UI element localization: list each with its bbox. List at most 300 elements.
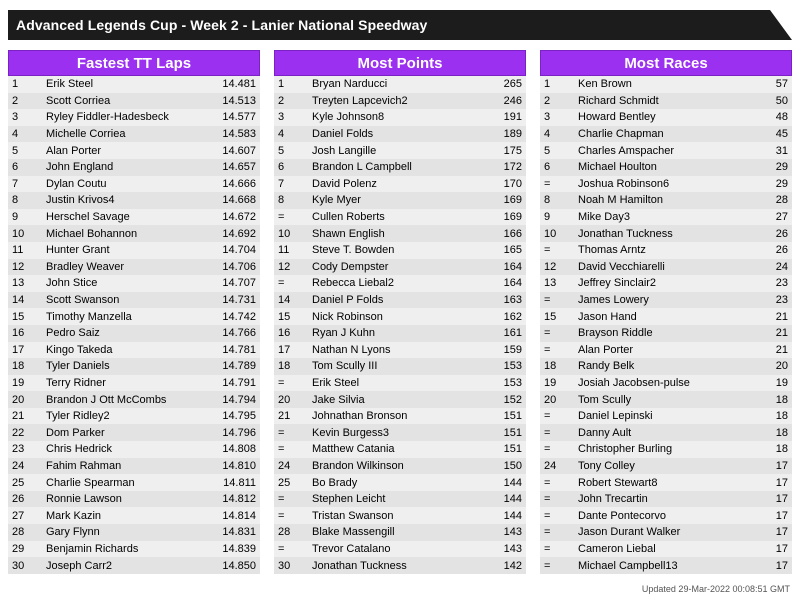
standings-table-most-races — [540, 76, 792, 574]
row-position: = — [540, 441, 574, 458]
row-driver-name: Tristan Swanson — [308, 507, 472, 524]
row-position: = — [540, 424, 574, 441]
standings-columns — [8, 50, 792, 574]
row-driver-name: Herschel Savage — [42, 209, 206, 226]
table-row — [540, 292, 792, 309]
row-driver-name: Danny Ault — [574, 424, 738, 441]
table-row — [274, 358, 526, 375]
row-driver-name: Erik Steel — [42, 76, 206, 93]
table-row — [540, 159, 792, 176]
row-position: 8 — [8, 192, 42, 209]
table-row — [274, 209, 526, 226]
row-driver-name: Blake Massengill — [308, 524, 472, 541]
row-driver-name: Josiah Jacobsen-pulse — [574, 375, 738, 392]
row-value: 163 — [472, 292, 526, 309]
column-header: Fastest TT Laps — [8, 50, 260, 76]
row-value: 26 — [738, 242, 792, 259]
row-position: 3 — [540, 109, 574, 126]
row-value: 17 — [738, 458, 792, 475]
row-driver-name: Rebecca Liebal2 — [308, 275, 472, 292]
row-value: 14.668 — [206, 192, 260, 209]
row-position: = — [274, 375, 308, 392]
table-row — [274, 176, 526, 193]
table-row — [540, 325, 792, 342]
table-row — [8, 375, 260, 392]
row-value: 23 — [738, 292, 792, 309]
row-position: 7 — [274, 176, 308, 193]
row-driver-name: Tyler Daniels — [42, 358, 206, 375]
row-position: 4 — [540, 126, 574, 143]
row-value: 162 — [472, 308, 526, 325]
row-value: 14.812 — [206, 491, 260, 508]
row-value: 14.513 — [206, 93, 260, 110]
table-row — [274, 275, 526, 292]
row-position: 22 — [8, 424, 42, 441]
row-driver-name: Ryan J Kuhn — [308, 325, 472, 342]
row-driver-name: Scott Swanson — [42, 292, 206, 309]
row-value: 14.666 — [206, 176, 260, 193]
table-row — [540, 192, 792, 209]
table-row — [274, 109, 526, 126]
row-driver-name: Mark Kazin — [42, 507, 206, 524]
row-value: 153 — [472, 358, 526, 375]
row-position: 30 — [8, 557, 42, 574]
row-value: 164 — [472, 275, 526, 292]
table-row — [274, 458, 526, 475]
row-value: 14.794 — [206, 391, 260, 408]
table-row — [8, 242, 260, 259]
row-position: 20 — [8, 391, 42, 408]
table-row — [540, 109, 792, 126]
row-driver-name: Alan Porter — [42, 142, 206, 159]
row-driver-name: Nathan N Lyons — [308, 342, 472, 359]
table-row — [274, 424, 526, 441]
row-position: 28 — [8, 524, 42, 541]
row-driver-name: Kingo Takeda — [42, 342, 206, 359]
table-row — [8, 176, 260, 193]
row-position: 15 — [540, 308, 574, 325]
table-row — [274, 541, 526, 558]
row-position: 21 — [8, 408, 42, 425]
table-row — [8, 391, 260, 408]
row-driver-name: Jonathan Tuckness — [574, 225, 738, 242]
table-row — [8, 557, 260, 574]
row-driver-name: Cullen Roberts — [308, 209, 472, 226]
row-driver-name: Charles Amspacher — [574, 142, 738, 159]
table-row — [8, 358, 260, 375]
row-value: 45 — [738, 126, 792, 143]
row-value: 14.657 — [206, 159, 260, 176]
row-value: 57 — [738, 76, 792, 93]
row-value: 48 — [738, 109, 792, 126]
row-value: 14.707 — [206, 275, 260, 292]
row-driver-name: Tom Scully III — [308, 358, 472, 375]
table-row — [274, 524, 526, 541]
table-row — [274, 408, 526, 425]
row-value: 14.839 — [206, 541, 260, 558]
row-driver-name: Bryan Narducci — [308, 76, 472, 93]
standings-table-fastest-tt-laps — [8, 76, 260, 574]
row-value: 143 — [472, 541, 526, 558]
row-position: 14 — [274, 292, 308, 309]
row-driver-name: Christopher Burling — [574, 441, 738, 458]
row-driver-name: Richard Schmidt — [574, 93, 738, 110]
row-value: 19 — [738, 375, 792, 392]
table-row — [8, 541, 260, 558]
row-driver-name: Fahim Rahman — [42, 458, 206, 475]
row-value: 23 — [738, 275, 792, 292]
table-row — [540, 491, 792, 508]
table-row — [274, 441, 526, 458]
table-row — [540, 524, 792, 541]
table-row — [8, 159, 260, 176]
row-driver-name: Thomas Arntz — [574, 242, 738, 259]
row-value: 18 — [738, 424, 792, 441]
row-driver-name: Gary Flynn — [42, 524, 206, 541]
row-position: 1 — [274, 76, 308, 93]
row-position: 11 — [274, 242, 308, 259]
row-position: 9 — [540, 209, 574, 226]
row-position: 20 — [540, 391, 574, 408]
table-row — [540, 458, 792, 475]
row-driver-name: Brandon J Ott McCombs — [42, 391, 206, 408]
row-driver-name: Nick Robinson — [308, 308, 472, 325]
table-row — [8, 209, 260, 226]
standings-table-most-points — [274, 76, 526, 574]
row-position: = — [540, 292, 574, 309]
row-position: 10 — [540, 225, 574, 242]
row-position: = — [540, 524, 574, 541]
row-value: 246 — [472, 93, 526, 110]
row-value: 14.810 — [206, 458, 260, 475]
row-value: 150 — [472, 458, 526, 475]
row-driver-name: Dylan Coutu — [42, 176, 206, 193]
row-driver-name: Jonathan Tuckness — [308, 557, 472, 574]
table-row — [8, 259, 260, 276]
row-value: 14.481 — [206, 76, 260, 93]
row-driver-name: Noah M Hamilton — [574, 192, 738, 209]
row-driver-name: Alan Porter — [574, 342, 738, 359]
row-position: 1 — [540, 76, 574, 93]
table-row — [274, 507, 526, 524]
row-value: 151 — [472, 424, 526, 441]
table-body — [274, 76, 526, 574]
table-row — [274, 126, 526, 143]
row-position: 4 — [274, 126, 308, 143]
row-driver-name: Johnathan Bronson — [308, 408, 472, 425]
row-position: 8 — [540, 192, 574, 209]
row-value: 14.583 — [206, 126, 260, 143]
row-position: 10 — [8, 225, 42, 242]
row-driver-name: John Trecartin — [574, 491, 738, 508]
table-row — [8, 524, 260, 541]
table-row — [274, 76, 526, 93]
row-driver-name: Dante Pontecorvo — [574, 507, 738, 524]
row-value: 26 — [738, 225, 792, 242]
row-value: 189 — [472, 126, 526, 143]
row-position: = — [540, 474, 574, 491]
row-driver-name: Shawn English — [308, 225, 472, 242]
row-position: = — [274, 541, 308, 558]
row-driver-name: Bo Brady — [308, 474, 472, 491]
row-value: 144 — [472, 507, 526, 524]
row-position: 30 — [274, 557, 308, 574]
column-header: Most Races — [540, 50, 792, 76]
row-driver-name: Howard Bentley — [574, 109, 738, 126]
row-driver-name: Michelle Corriea — [42, 126, 206, 143]
row-value: 31 — [738, 142, 792, 159]
row-position: 1 — [8, 76, 42, 93]
row-position: = — [540, 557, 574, 574]
row-position: = — [540, 541, 574, 558]
row-position: 29 — [8, 541, 42, 558]
table-row — [540, 541, 792, 558]
table-row — [274, 474, 526, 491]
row-driver-name: Benjamin Richards — [42, 541, 206, 558]
row-value: 151 — [472, 441, 526, 458]
table-row — [8, 458, 260, 475]
table-row — [8, 441, 260, 458]
row-value: 17 — [738, 491, 792, 508]
row-value: 191 — [472, 109, 526, 126]
row-driver-name: Jason Durant Walker — [574, 524, 738, 541]
row-value: 175 — [472, 142, 526, 159]
row-value: 14.704 — [206, 242, 260, 259]
row-position: 6 — [540, 159, 574, 176]
row-position: 25 — [8, 474, 42, 491]
row-position: 10 — [274, 225, 308, 242]
row-value: 14.672 — [206, 209, 260, 226]
row-position: 15 — [8, 308, 42, 325]
table-row — [540, 126, 792, 143]
row-value: 144 — [472, 474, 526, 491]
row-position: = — [274, 209, 308, 226]
row-driver-name: John Stice — [42, 275, 206, 292]
row-value: 14.795 — [206, 408, 260, 425]
row-value: 164 — [472, 259, 526, 276]
row-value: 14.831 — [206, 524, 260, 541]
table-row — [540, 76, 792, 93]
row-position: 7 — [8, 176, 42, 193]
table-row — [274, 93, 526, 110]
row-position: 2 — [540, 93, 574, 110]
row-driver-name: Randy Belk — [574, 358, 738, 375]
table-row — [274, 292, 526, 309]
row-value: 142 — [472, 557, 526, 574]
row-position: 5 — [8, 142, 42, 159]
row-driver-name: Tyler Ridley2 — [42, 408, 206, 425]
row-value: 265 — [472, 76, 526, 93]
row-position: = — [274, 507, 308, 524]
row-driver-name: Daniel Folds — [308, 126, 472, 143]
row-value: 166 — [472, 225, 526, 242]
row-position: = — [540, 507, 574, 524]
row-position: 18 — [274, 358, 308, 375]
row-driver-name: Joshua Robinson6 — [574, 176, 738, 193]
row-driver-name: David Vecchiarelli — [574, 259, 738, 276]
row-value: 151 — [472, 408, 526, 425]
row-position: 6 — [8, 159, 42, 176]
row-position: 20 — [274, 391, 308, 408]
row-value: 14.808 — [206, 441, 260, 458]
title-banner — [8, 10, 792, 40]
table-row — [540, 391, 792, 408]
row-position: 13 — [8, 275, 42, 292]
row-driver-name: David Polenz — [308, 176, 472, 193]
row-position: 18 — [540, 358, 574, 375]
row-driver-name: Daniel Lepinski — [574, 408, 738, 425]
table-row — [540, 474, 792, 491]
table-row — [8, 225, 260, 242]
row-value: 161 — [472, 325, 526, 342]
row-position: 27 — [8, 507, 42, 524]
table-row — [540, 308, 792, 325]
row-value: 143 — [472, 524, 526, 541]
row-driver-name: Tom Scully — [574, 391, 738, 408]
table-row — [274, 225, 526, 242]
table-row — [540, 259, 792, 276]
row-position: = — [540, 325, 574, 342]
row-value: 14.781 — [206, 342, 260, 359]
table-row — [274, 342, 526, 359]
row-position: 18 — [8, 358, 42, 375]
table-row — [540, 142, 792, 159]
table-row — [8, 109, 260, 126]
table-row — [8, 142, 260, 159]
table-row — [274, 491, 526, 508]
table-row — [8, 126, 260, 143]
table-row — [274, 325, 526, 342]
row-value: 17 — [738, 474, 792, 491]
row-position: 13 — [540, 275, 574, 292]
row-position: 16 — [8, 325, 42, 342]
row-position: 15 — [274, 308, 308, 325]
row-driver-name: Brandon Wilkinson — [308, 458, 472, 475]
row-driver-name: Stephen Leicht — [308, 491, 472, 508]
table-row — [274, 142, 526, 159]
row-position: = — [540, 342, 574, 359]
row-position: 12 — [8, 259, 42, 276]
row-position: 19 — [8, 375, 42, 392]
row-value: 152 — [472, 391, 526, 408]
row-position: 28 — [274, 524, 308, 541]
row-position: 17 — [274, 342, 308, 359]
row-position: = — [274, 491, 308, 508]
row-value: 14.731 — [206, 292, 260, 309]
table-row — [540, 209, 792, 226]
table-body — [540, 76, 792, 574]
table-row — [8, 292, 260, 309]
column-most-points — [274, 50, 526, 574]
table-row — [274, 375, 526, 392]
row-driver-name: Charlie Spearman — [42, 474, 206, 491]
row-position: = — [274, 275, 308, 292]
row-value: 14.692 — [206, 225, 260, 242]
table-row — [540, 507, 792, 524]
row-value: 14.796 — [206, 424, 260, 441]
table-row — [8, 424, 260, 441]
row-value: 14.811 — [206, 474, 260, 491]
row-value: 17 — [738, 524, 792, 541]
row-driver-name: Michael Houlton — [574, 159, 738, 176]
row-value: 21 — [738, 342, 792, 359]
row-position: = — [540, 491, 574, 508]
row-position: 5 — [540, 142, 574, 159]
table-row — [8, 325, 260, 342]
row-driver-name: Timothy Manzella — [42, 308, 206, 325]
table-row — [8, 275, 260, 292]
table-row — [540, 93, 792, 110]
row-position: 24 — [540, 458, 574, 475]
row-position: = — [540, 408, 574, 425]
row-driver-name: Erik Steel — [308, 375, 472, 392]
row-driver-name: James Lowery — [574, 292, 738, 309]
row-driver-name: Michael Campbell13 — [574, 557, 738, 574]
row-driver-name: Justin Krivos4 — [42, 192, 206, 209]
row-value: 50 — [738, 93, 792, 110]
row-driver-name: Michael Bohannon — [42, 225, 206, 242]
row-value: 29 — [738, 176, 792, 193]
column-fastest-tt-laps — [8, 50, 260, 574]
row-driver-name: Ken Brown — [574, 76, 738, 93]
row-driver-name: John England — [42, 159, 206, 176]
row-value: 29 — [738, 159, 792, 176]
row-position: 8 — [274, 192, 308, 209]
row-position: 16 — [274, 325, 308, 342]
row-driver-name: Ronnie Lawson — [42, 491, 206, 508]
row-driver-name: Treyten Lapcevich2 — [308, 93, 472, 110]
table-row — [540, 275, 792, 292]
row-value: 169 — [472, 209, 526, 226]
row-position: 3 — [274, 109, 308, 126]
row-position: 11 — [8, 242, 42, 259]
row-position: = — [274, 424, 308, 441]
row-value: 144 — [472, 491, 526, 508]
row-position: 5 — [274, 142, 308, 159]
table-row — [8, 76, 260, 93]
row-value: 18 — [738, 408, 792, 425]
row-value: 14.577 — [206, 109, 260, 126]
row-driver-name: Pedro Saiz — [42, 325, 206, 342]
row-position: 19 — [540, 375, 574, 392]
row-position: 12 — [540, 259, 574, 276]
row-position: 23 — [8, 441, 42, 458]
row-driver-name: Ryley Fiddler-Hadesbeck — [42, 109, 206, 126]
row-position: 12 — [274, 259, 308, 276]
column-header: Most Points — [274, 50, 526, 76]
row-position: 3 — [8, 109, 42, 126]
row-driver-name: Kyle Myer — [308, 192, 472, 209]
row-value: 17 — [738, 557, 792, 574]
row-driver-name: Steve T. Bowden — [308, 242, 472, 259]
table-row — [540, 375, 792, 392]
table-row — [540, 242, 792, 259]
row-driver-name: Chris Hedrick — [42, 441, 206, 458]
row-value: 14.789 — [206, 358, 260, 375]
table-row — [540, 225, 792, 242]
row-value: 28 — [738, 192, 792, 209]
page-title: Advanced Legends Cup - Week 2 - Lanier National Speedway — [16, 17, 428, 33]
row-value: 153 — [472, 375, 526, 392]
row-position: 2 — [274, 93, 308, 110]
row-position: 26 — [8, 491, 42, 508]
row-driver-name: Daniel P Folds — [308, 292, 472, 309]
row-position: 17 — [8, 342, 42, 359]
row-position: = — [274, 441, 308, 458]
row-position: 2 — [8, 93, 42, 110]
row-driver-name: Terry Ridner — [42, 375, 206, 392]
row-driver-name: Brandon L Campbell — [308, 159, 472, 176]
